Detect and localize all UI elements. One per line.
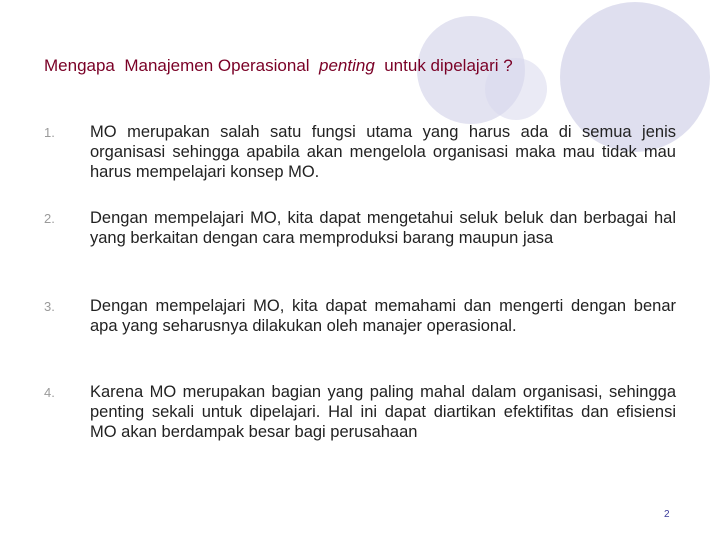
list-item <box>44 382 676 442</box>
item-text: Karena MO merupakan bagian yang paling mahal dalam organisasi, sehingga penting sekali untuk dipelajari. Hal ini dapat diartikan efektifitas dan efisiensi MO akan berdampak besar bagi perusahaan <box>90 383 676 441</box>
list-item <box>44 296 676 336</box>
slide-title <box>44 56 513 76</box>
item-number: 2. <box>44 211 55 226</box>
page-number: 2 <box>664 509 670 520</box>
item-number: 4. <box>44 385 55 400</box>
item-number: 1. <box>44 125 55 140</box>
list-item <box>44 208 676 248</box>
item-text: Dengan mempelajari MO, kita dapat memahami dan mengerti dengan benar apa yang seharusnya dilakukan oleh manajer operasional. <box>90 297 676 335</box>
list-item <box>44 122 676 182</box>
title-emphasis: penting <box>319 56 375 75</box>
item-text: Dengan mempelajari MO, kita dapat mengetahui seluk beluk dan berbagai hal yang berkaitan dengan cara memproduksi barang maupun jasa <box>90 209 676 247</box>
title-part-2: untuk dipelajari ? <box>374 56 513 75</box>
item-number: 3. <box>44 299 55 314</box>
item-text: MO merupakan salah satu fungsi utama yang harus ada di semua jenis organisasi sehingga apabila akan mengelola organisasi maka mau tidak mau harus mempelajari konsep MO. <box>90 123 676 181</box>
title-part-1: Mengapa Manajemen Operasional <box>44 56 319 75</box>
